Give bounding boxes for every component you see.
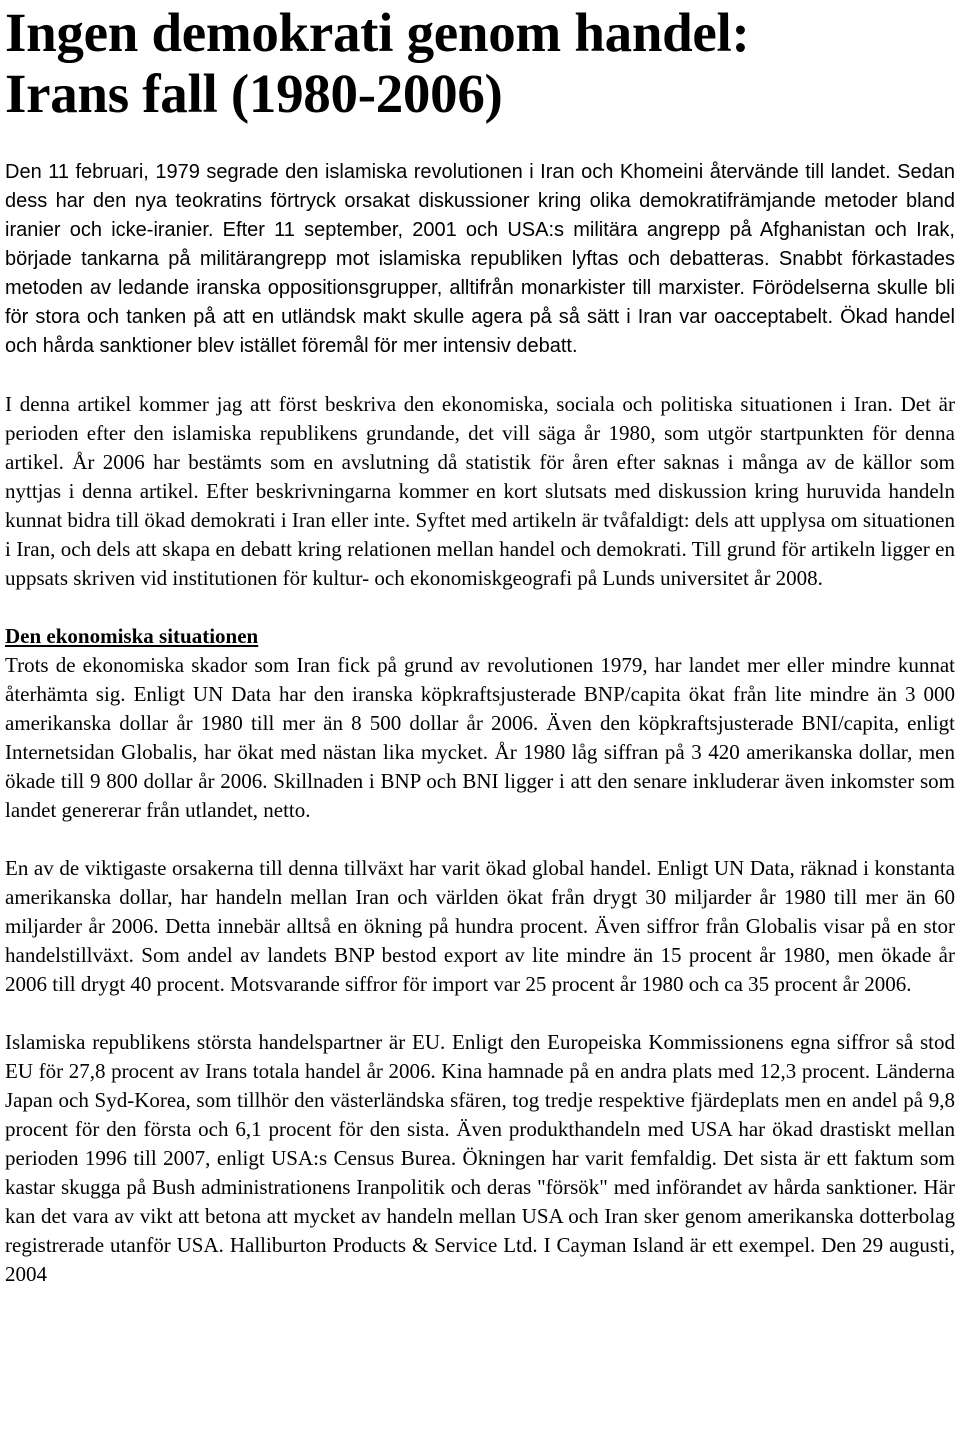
title-line-1: Ingen demokrati genom handel: (5, 2, 750, 63)
economic-paragraph: Trots de ekonomiska skador som Iran fick på grund av revolutionen 1979, har landet mer eller mindre kunnat återhämta sig. Enligt UN Data har den iranska köpkraftsjusterade BNP/capita ökat från lite mindre än 3 000 amerikanska dollar år 1980 till mer än 8 500 dollar år 2006. Även den köpkraftsjusterade BNI/capita, enligt Internetsidan Globalis, har ökat med nästan lika mycket. År 1980 låg siffran på 3 420 amerikanska dollar, men ökade till 9 800 dollar år 2006. Skillnaden i BNP och BNI ligger i att den senare inkluderar även inkomster som landet genererar från utlandet, netto. (5, 653, 955, 822)
trade-paragraph: En av de viktigaste orsakerna till denna tillväxt har varit ökad global handel. Enligt UN Data, räknad i konstanta amerikanska dollar, har handeln mellan Iran och världen ökat från drygt 30 miljarder år 1980 till mer än 60 miljarder år 2006. Detta innebär alltså en ökning på hundra procent. Även siffror från Globalis visar på en stor handelstillväxt. Som andel av landets BNP bestod export av lite mindre än 15 procent år 1980, men ökade år 2006 till drygt 40 procent. Motsvarande siffror för import var 25 procent år 1980 och ca 35 procent år 2006. (5, 856, 955, 996)
document-title (5, 0, 955, 124)
document-page (5, 0, 955, 1289)
article-overview-paragraph: I denna artikel kommer jag att först beskriva den ekonomiska, sociala och politiska situationen i Iran. Det är perioden efter den islamiska republikens grundande, det vill säga år 1980, som utgör startpunkten för denna artikel. År 2006 har bestämts som en avslutning då statistik för åren efter saknas i många av de källor som nyttjas i denna artikel. Efter beskrivningarna kommer en kort slutsats med diskussion kring huruvida handeln kunnat bidra till ökad demokrati i Iran eller inte. Syftet med artikeln är tvåfaldigt: dels att upplysa om situationen i Iran, och dels att skapa en debatt kring relationen mellan handel och demokrati. Till grund för artikeln ligger en uppsats skriven vid institutionen för kultur- och ekonomiskgeografi på Lunds universitet år 2008. (5, 392, 955, 590)
section-heading-economic: Den ekonomiska situationen (5, 624, 259, 648)
trade-partners-paragraph: Islamiska republikens största handelspartner är EU. Enligt den Europeiska Kommissionens egna siffror så stod EU för 27,8 procent av Irans totala handel år 2006. Kina hamnade på en andra plats med 12,3 procent. Länderna Japan och Syd-Korea, som tillhör den västerländska sfären, tog tredje respektive fjärdeplats men en andel på 9,8 procent för den första och 6,1 procent för den sista. Även produkthandeln med USA har ökad drastiskt mellan perioden 1996 till 2007, enligt USA:s Census Burea. Ökningen har varit femfaldig. Det sista är ett faktum som kastar skugga på Bush administrationens Iranpolitik och deras "försök" med införandet av hårda sanktioner. Här kan det vara av vikt att betona att mycket av handeln mellan USA och Iran sker genom amerikanska dotterbolag registrerade utanför USA. Halliburton Products & Service Ltd. I Cayman Island är ett exempel. Den 29 augusti, 2004 (5, 1030, 955, 1286)
title-line-2: Irans fall (1980-2006) (5, 63, 503, 124)
intro-paragraph: Den 11 februari, 1979 segrade den islamiska revolutionen i Iran och Khomeini återvände till landet. Sedan dess har den nya teokratins förtryck orsakat diskussioner kring olika demokratifrämjande metoder bland iranier och icke-iranier. Efter 11 september, 2001 och USA:s militära angrepp på Afghanistan och Irak, började tankarna på militärangrepp mot islamiska republiken lyftas och debatteras. Snabbt förkastades metoden av ledande iranska oppositionsgrupper, alltifrån monarkister till marxister. Förödelserna skulle bli för stora och tanken på att en utländsk makt skulle agera på så sätt i Iran var oacceptabelt. Ökad handel och hårda sanktioner blev istället föremål för mer intensiv debatt. (5, 161, 955, 357)
